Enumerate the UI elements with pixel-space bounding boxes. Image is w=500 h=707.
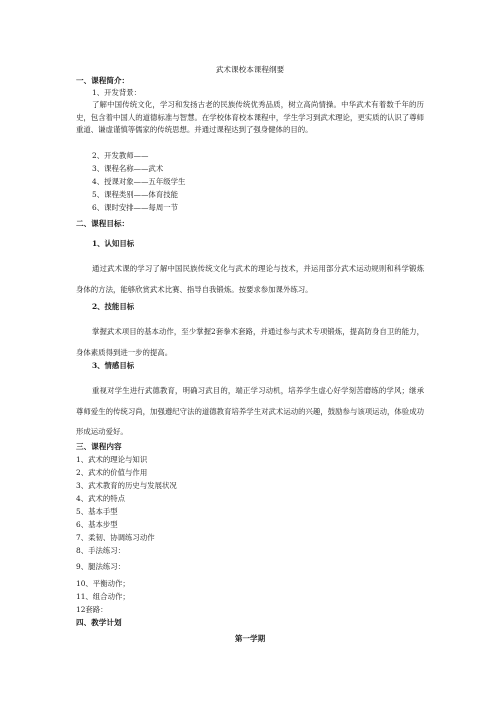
goal-3-title: 3、情感目标 [92,361,135,370]
section-1-item-4: 4、授课对象——五年级学生 [92,177,186,186]
content-item-6: 6、基本步型 [76,520,118,529]
goal-1-title: 1、认知目标 [92,239,135,248]
content-item-7: 7、柔韧、协调练习动作 [76,533,155,542]
content-item-4: 4、武术的特点 [76,494,126,503]
goal-2-text: 掌握武术项目的基本动作，至少掌握2套拳术套路，并通过参与武术专项锻炼，提高防身自卫的能力，身体素质得到进一步的提高。 [76,327,424,357]
semester-heading: 第一学期 [234,634,266,643]
goal-1-text: 通过武术课的学习了解中国民族传统文化与武术的理论与技术，并运用部分武术运动规则和科学锻炼身体的方法，能够欣赏武术比赛、指导自我锻炼。按要求参加课外练习。 [76,264,424,294]
background-paragraph: 了解中国传统文化，学习和发扬古老的民族传统优秀品质，树立高尚情操。中华武术有着数千年的历史，包含着中国人的道德标准与智慧。在学校体育校本课程中，学生学习到武术理论，更实质的认识了尊师重道、谦虚谨慎等儒家的传统思想。并通过课程达到了强身健体的目的。 [76,100,424,135]
section-4-heading: 四、教学计划 [76,618,122,627]
content-item-1: 1、武术的理论与知识 [76,455,148,464]
section-1-item-3: 3、课程名称——武术 [92,164,164,173]
goal-2-title: 2、技能目标 [92,302,135,311]
section-1-heading: 一、课程简介： [76,76,130,85]
content-item-8: 8、手法练习： [76,546,126,555]
section-1-item-6: 6、课时安排——每周一节 [92,203,178,212]
content-item-11: 11、组合动作； [76,592,130,601]
document-title: 武术课校本课程纲要 [215,65,285,74]
goal-3-text: 重视对学生进行武德教育，明确习武目的，端正学习动机，培养学生虚心好学刻苦磨练的学风；继承尊师爱生的传统习尚，加强遵纪守法的道德教育培养学生对武术运动的兴趣，鼓励参与该项运动，体验成功形成运动爱好。 [76,386,424,436]
section-2-heading: 二、课程目标： [76,219,130,228]
content-item-9: 9、腿法练习： [76,562,126,571]
section-1-item-2: 2、开发教师—— [92,151,149,160]
section-1-item-5: 5、课程类别——体育技能 [92,190,178,199]
content-item-5: 5、基本手型 [76,507,118,516]
content-item-3: 3、武术教育的历史与发展状况 [76,481,177,490]
content-item-10: 10、平衡动作； [76,579,130,588]
section-1-item-1: 1、开发背景： [92,88,142,97]
content-item-2: 2、武术的价值与作用 [76,468,148,477]
content-item-12: 12套路： [76,605,108,614]
section-3-heading: 三、课程内容 [76,442,122,451]
